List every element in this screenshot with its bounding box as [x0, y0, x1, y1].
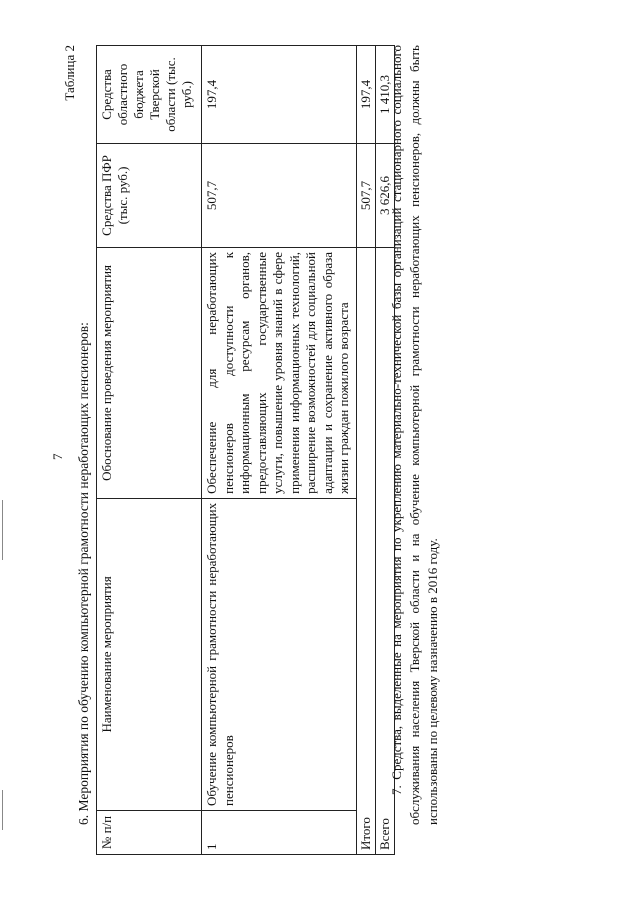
cell-pfr: 507,7	[202, 143, 357, 247]
total-regional: 197,4	[357, 46, 376, 144]
total-row	[357, 46, 376, 855]
header-pfr: Средства ПФР (тыс. руб.)	[97, 143, 202, 247]
header-num: № п/п	[97, 810, 202, 854]
scan-margin-mark	[2, 790, 3, 830]
table-row	[202, 46, 357, 855]
document-sheet	[50, 45, 490, 855]
header-name: Наименование мероприятия	[97, 498, 202, 810]
cell-num: 1	[202, 810, 357, 854]
cell-name: Обучение компьютерной грамотности неработающих пенсионеров	[202, 498, 357, 810]
header-regional: Средства областного бюджета Тверской области (тыс. руб.)	[97, 46, 202, 144]
table-header-row	[97, 46, 202, 855]
total-label: Итого	[357, 247, 376, 854]
table-caption: Таблица 2	[62, 45, 77, 101]
grand-total-label: Всего	[376, 247, 395, 854]
cell-justification: Обеспечение для неработающих пенсионеров доступности к информационным ресурсам органов, предоставляющих государственные услуги, повышение уровня знаний в сфере применения информационных технологий, расширение возможностей для социальной адаптации и сохранение активного образа жизни граждан пожилого возраста	[202, 247, 357, 498]
measures-table	[96, 45, 395, 855]
grand-total-regional: 1 410,3	[376, 46, 395, 144]
scan-margin-mark	[2, 500, 3, 560]
note-paragraph	[388, 45, 442, 825]
header-justification: Обоснование проведения мероприятия	[97, 247, 202, 498]
grand-total-pfr: 3 626,6	[376, 143, 395, 247]
page-number: 7	[50, 453, 65, 460]
section-heading: 6. Мероприятия по обучению компьютерной грамотности неработающих пенсионеров:	[76, 322, 91, 825]
cell-regional: 197,4	[202, 46, 357, 144]
note-text: 7. Средства, выделенные на мероприятия по укреплению материально-технической базы организаций стационарного социального обслуживания населения Тверской области и на обучение компьютерной грамотности неработающих пенсионеров, должны быть использованы по целевому назначению в 2016 году.	[389, 45, 440, 825]
total-pfr: 507,7	[357, 143, 376, 247]
